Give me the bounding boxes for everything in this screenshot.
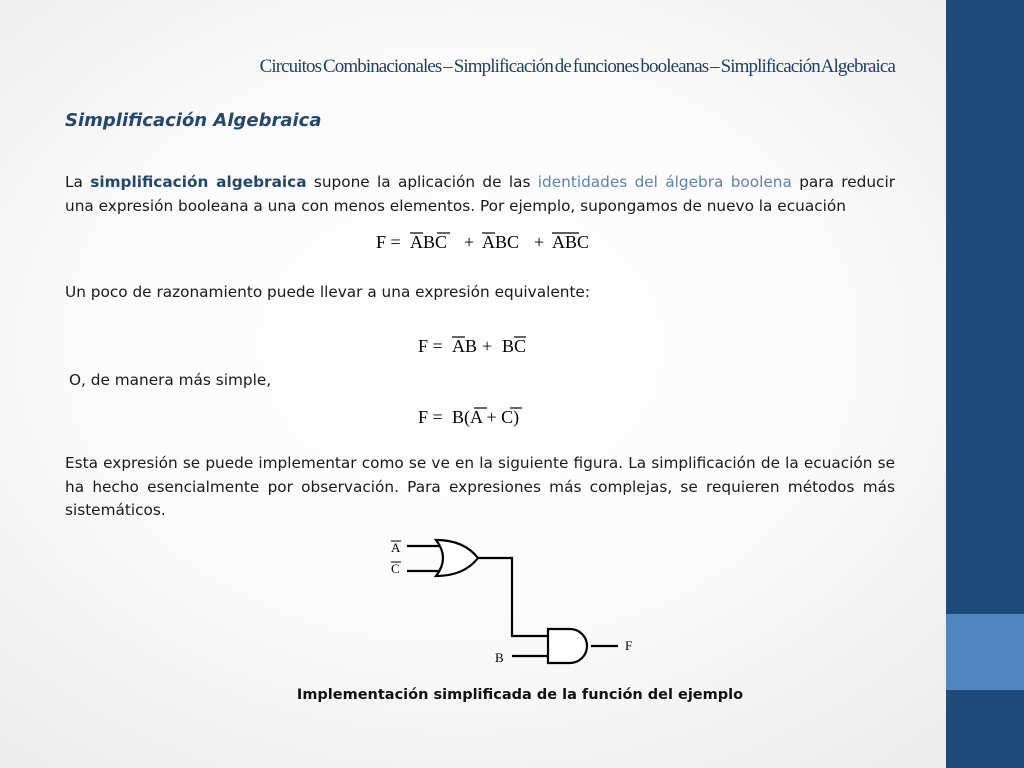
- eq1-lhs: F =: [376, 232, 401, 252]
- eq3-lhs: F =: [418, 407, 443, 427]
- logic-circuit-diagram: [380, 528, 660, 678]
- intro-text-1: La: [65, 173, 91, 191]
- figure-caption: Implementación simplificada de la función del ejemplo: [296, 687, 744, 703]
- eq2-plus: +: [482, 336, 493, 356]
- or-gate: [436, 540, 478, 576]
- intro-text-2: supone la aplicación de las: [306, 173, 538, 191]
- equation-3: [418, 404, 548, 432]
- eq1-term-1: ABC: [410, 232, 448, 252]
- implementation-paragraph: Esta expresión se puede implementar como se ve en la siguiente figura. La simplificación de la ecuación se ha hecho esencialmente por observación. Para expresiones más complejas, se requieren métodos más sistemáticos.: [65, 454, 895, 519]
- sidebar-accent-block: [946, 614, 1024, 690]
- equation-2: [418, 333, 538, 359]
- output-label-f: F: [625, 638, 633, 653]
- eq1-plus-2: +: [534, 232, 545, 252]
- equation-1: [376, 229, 590, 255]
- and-gate: [548, 629, 587, 663]
- wire-or-to-and: [478, 558, 550, 636]
- eq1-term-2: ABC: [482, 232, 520, 252]
- reasoning-paragraph: Un poco de razonamiento puede llevar a una expresión equivalente:: [65, 283, 591, 301]
- input-label-b: B: [495, 650, 504, 665]
- eq3-expr: B(A + C): [452, 407, 520, 427]
- intro-text-3: para reducir una expresión booleana a una con menos elementos. Por ejemplo, supongamos de nuevo la ecuación: [65, 173, 895, 215]
- input-label-a: A: [391, 540, 401, 555]
- simpler-paragraph: O, de manera más simple,: [69, 371, 272, 389]
- eq1-plus-1: +: [464, 232, 475, 252]
- section-heading: Simplificación Algebraica: [65, 110, 322, 131]
- eq2-term-2: BC: [502, 336, 527, 356]
- intro-paragraph: [65, 171, 895, 218]
- slide-title: Circuitos Combinacionales – Simplificación de funciones booleanas – Simplificación Algebraica: [259, 56, 895, 77]
- eq1-term-3: ABC: [552, 232, 590, 252]
- identities-link[interactable]: identidades del álgebra boolena: [537, 173, 792, 191]
- eq2-lhs: F =: [418, 336, 443, 356]
- eq2-term-1: AB: [452, 336, 478, 356]
- input-label-c: C: [391, 561, 400, 576]
- keyword-simplificacion: simplificación algebraica: [90, 173, 307, 191]
